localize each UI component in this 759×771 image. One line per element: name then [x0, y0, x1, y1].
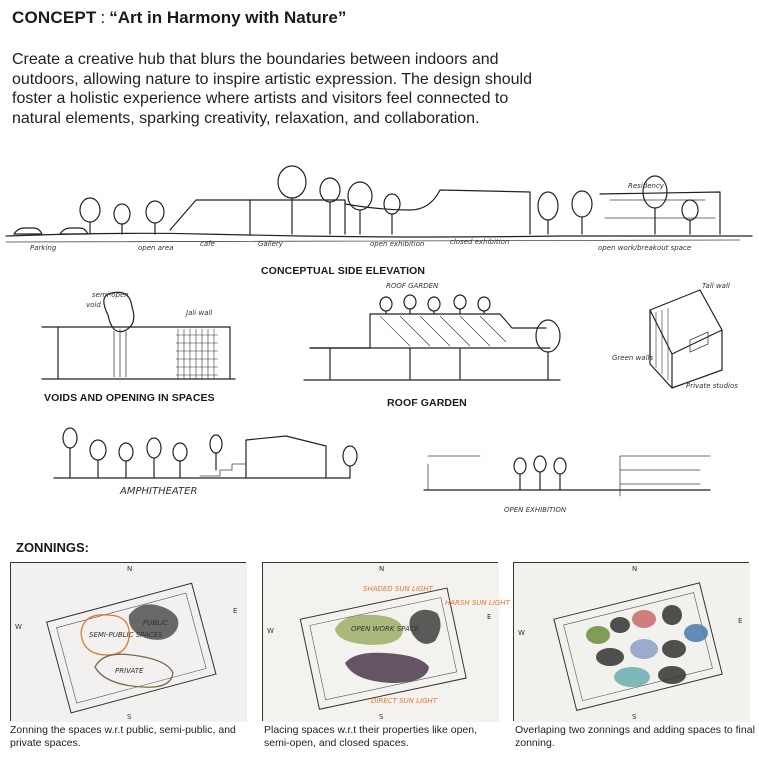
note-closed-exhibition: closed exhibition	[450, 238, 510, 246]
compass-n: N	[379, 565, 385, 573]
title-separator: :	[100, 8, 106, 27]
note-open-work: open work/breakout space	[598, 244, 692, 252]
zone-label-harsh-sunlight: HARSH SUN LIGHT	[445, 599, 510, 607]
zonning-sketch-final	[513, 562, 749, 721]
private-studio-sketch	[610, 270, 750, 400]
compass-s: S	[379, 713, 384, 721]
note-green-walls: Green walls	[612, 354, 654, 362]
zonning-caption-1: Zonning the spaces w.r.t public, semi-public, and private spaces.	[10, 724, 236, 749]
zone-label-shaded-sunlight: SHADED SUN LIGHT	[363, 585, 433, 593]
zone-label-open-work: OPEN WORK SPACE	[351, 625, 420, 633]
zone-label-direct-sunlight: DIRECT SUN LIGHT	[371, 697, 438, 705]
compass-s: S	[127, 713, 132, 721]
note-gallery: Gallery	[258, 240, 283, 248]
amphitheater-sketch	[50, 420, 370, 500]
compass-e: E	[233, 607, 238, 615]
zonning-caption-2: Placing spaces w.r.t their properties like open, semi-open, and closed spaces.	[264, 724, 478, 749]
compass-e: E	[487, 613, 492, 621]
roof-garden-sketch	[300, 280, 570, 385]
note-cafe: cafe	[200, 240, 215, 248]
title-label: CONCEPT	[12, 8, 97, 27]
side-elevation-caption: CONCEPTUAL SIDE ELEVATION	[261, 265, 426, 277]
zonnings-title: ZONNINGS:	[16, 540, 89, 555]
zone-label-private: PRIVATE	[115, 667, 144, 675]
zonning-caption-3: Overlaping two zonnings and adding spaces to final zonning.	[515, 724, 755, 749]
page-title	[12, 8, 346, 28]
note-residency: Residency	[628, 182, 664, 190]
compass-e: E	[738, 617, 743, 625]
note-open-exhibition-section: OPEN EXHIBITION	[504, 506, 567, 514]
note-open-exhibition: open exhibition	[370, 240, 425, 248]
roof-garden-caption: ROOF GARDEN	[387, 397, 467, 409]
note-jali-wall: Jali wall	[186, 309, 213, 317]
side-elevation-sketch	[0, 170, 759, 265]
compass-w: W	[15, 623, 22, 631]
note-open-area: open area	[138, 244, 174, 252]
compass-w: W	[267, 627, 274, 635]
compass-s: S	[632, 713, 637, 721]
compass-n: N	[127, 565, 133, 573]
concept-description: Create a creative hub that blurs the boundaries between indoors and outdoors, allowing nature to inspire artistic expression. The design should foster a holistic experience where artists and visitors feel connected to natural elements, sparking creativity, relaxation, and collaboration.	[12, 51, 532, 127]
note-private-studios: Private studios	[686, 382, 738, 390]
note-void: void	[86, 301, 101, 309]
compass-w: W	[518, 629, 525, 637]
voids-caption: VOIDS AND OPENING IN SPACES	[44, 392, 215, 404]
title-quote: “Art in Harmony with Nature”	[109, 8, 347, 27]
note-amphitheater: AMPHITHEATER	[120, 486, 198, 497]
zonning-sketch-properties	[262, 562, 510, 721]
note-semi-open: semi-open	[92, 291, 129, 299]
note-tall-wall: Tall wall	[702, 282, 730, 290]
voids-sketch	[40, 285, 240, 385]
zone-label-public: PUBLIC	[143, 619, 168, 627]
note-parking: Parking	[30, 244, 57, 252]
zonning-sketch-public-private	[10, 562, 246, 721]
zone-label-semi-public: SEMI-PUBLIC SPACES	[89, 631, 163, 639]
compass-n: N	[632, 565, 638, 573]
note-roof-garden: ROOF GARDEN	[386, 282, 439, 290]
open-exhibition-sketch	[420, 440, 720, 520]
